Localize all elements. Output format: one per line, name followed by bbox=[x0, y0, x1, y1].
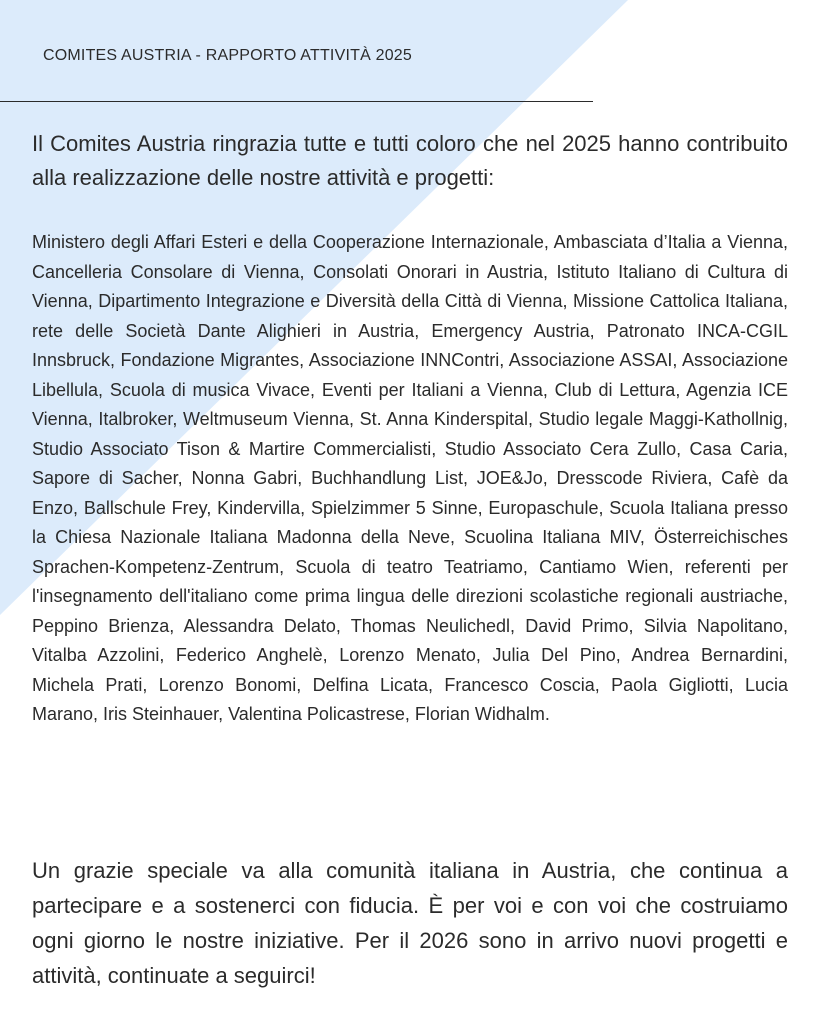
intro-paragraph: Il Comites Austria ringrazia tutte e tutti coloro che nel 2025 hanno contribuito alla realizzazione delle nostre attività e progetti: bbox=[32, 131, 788, 190]
header-divider bbox=[0, 101, 593, 102]
acknowledgements-list: Ministero degli Affari Esteri e della Cooperazione Internazionale, Ambasciata d’Italia a Vienna, Cancelleria Consolare di Vienna, Consolati Onorari in Austria, Istituto Italiano di Cultura di Vienna, Dipartimento Integrazione e Diversità della Città di Vienna, Missione Cattolica Italiana, rete delle Società Dante Alighieri in Austria, Emergency Austria, Patronato INCA-CGIL Innsbruck, Fondazione Migrantes, Associazione INNContri, Associazione ASSAI, Associazione Libellula, Scuola di musica Vivace, Eventi per Italiani a Vienna, Club di Lettura, Agenzia ICE Vienna, Italbroker, Weltmuseum Vienna, St. Anna Kinderspital, Studio legale Maggi-Kathollnig, Studio Associato Tison & Martire Commercialisti, Studio Associato Cera Zullo, Casa Caria, Sapore di Sacher, Nonna Gabri, Buchhandlung List, JOE&Jo, Dresscode Riviera, Cafè da Enzo, Ballschule Frey, Kindervilla, Spielzimmer 5 Sinne, Europaschule, Scuola Italiana presso la Chiesa Nazionale Italiana Madonna della Neve, Scuolina Italiana MIV, Österreichisches Sprachen-Kompetenz-Zentrum, Scuola di teatro Teatriamo, Cantiamo Wien, referenti per l'insegnamento dell'italiano come prima lingua delle direzioni scolastiche regionali austriache, Peppino Brienza, Alessandra Delato, Thomas Neulichedl, David Primo, Silvia Napolitano, Vitalba Azzolini, Federico Anghelè, Lorenzo Menato, Julia Del Pino, Andrea Bernardini, Michela Prati, Lorenzo Bonomi, Delfina Licata, Francesco Coscia, Paola Gigliotti, Lucia Marano, Iris Steinhauer, Valentina Policastrese, Florian Widhalm. bbox=[32, 232, 788, 724]
closing-paragraph: Un grazie speciale va alla comunità italiana in Austria, che continua a partecipare e a sostenerci con fiducia. È per voi e con voi che costruiamo ogni giorno le nostre iniziative. Per il 2026 sono in arrivo nuovi progetti e attività, continuate a seguirci! bbox=[32, 858, 788, 988]
document-header-title: COMITES AUSTRIA - RAPPORTO ATTIVITÀ 2025 bbox=[43, 47, 412, 64]
